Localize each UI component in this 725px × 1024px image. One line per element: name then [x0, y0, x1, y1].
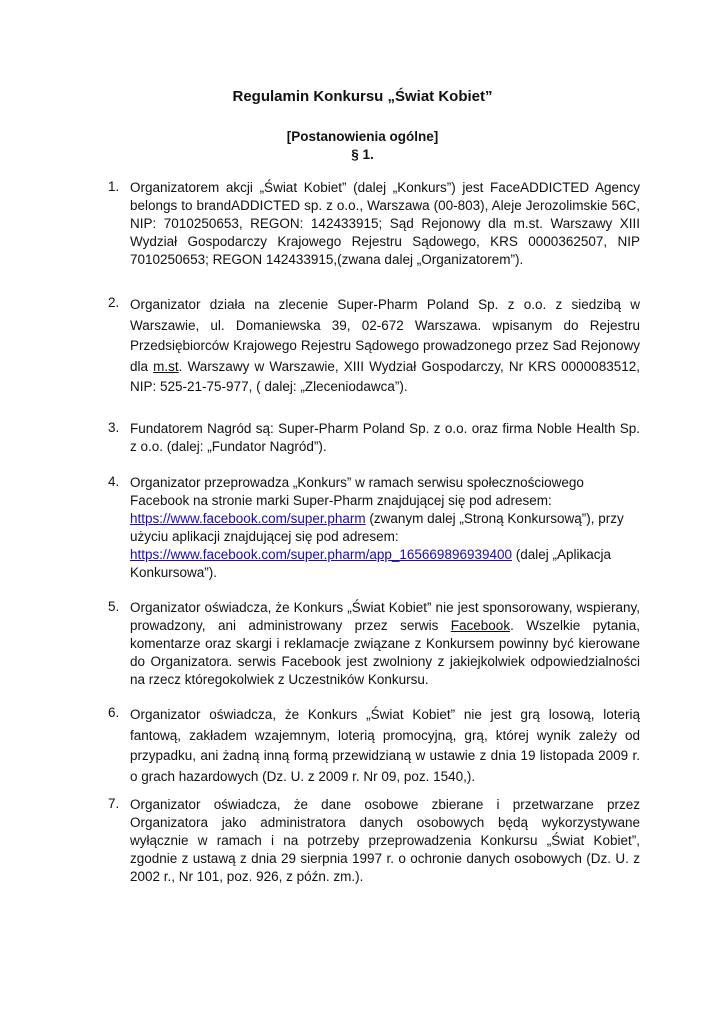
item-text: Organizatorem akcji „Świat Kobiet” (dalej „Konkurs”) jest FaceADDICTED Agency belongs to brandADDICTED sp. z o.o., Warszawa (00-803), Aleje Jerozolimskie 56C, NIP: 7010250653, REGON: 142433915; Sąd Rejonowy dla m.st. Warszawy XIII Wydział Gospodarczy Krajowego Rejestru Sądowego, KRS 0000362507, NIP 7010250653; REGON 142433915,(zwana dalej „Organizatorem”). [130, 180, 640, 267]
item-text-part: Organizator przeprowadza „Konkurs” w ramach serwisu społecznościowego Facebook na stronie marki Super-Pharm znajdującej się pod adresem: [130, 475, 584, 508]
item-text: Organizator oświadcza, że Konkurs „Świat Kobiet” nie jest grą losową, loterią fantową, zakładem wzajemnym, loterią promocyjną, grą, której wynik zależy od przypadku, ani żadną inną formą przewidzianą w ustawie z dnia 19 listopada 2009 r. o grach hazardowych (Dz. U. z 2009 r. Nr 09, poz. 1540,). [130, 707, 640, 784]
item-text-part: Organizator oświadcza, że Konkurs „Świat Kobiet” nie jest sponsorowany, wspierany, prowadzony, ani administrowany przez serwis [130, 600, 640, 633]
underlined-term: Facebook [450, 618, 511, 633]
item-text [130, 599, 640, 689]
item-text [130, 474, 640, 582]
item-text: Fundatorem Nagród są: Super-Pharm Poland Sp. z o.o. oraz firma Noble Health Sp. z o.o. (dalej: „Fundator Nagród”). [130, 421, 640, 454]
item-number: 1. [108, 179, 120, 194]
document-title: Regulamin Konkursu „Świat Kobiet” [232, 88, 493, 105]
section-header [0, 128, 725, 164]
item-number: 7. [108, 796, 120, 811]
item-text: Organizator oświadcza, że dane osobowe zbierane i przetwarzane przez Organizatora jako administratora danych osobowych będą wykorzystywane wyłącznie w ramach i na potrzeby przeprowadzenia Konkursu „Świat Kobiet”, zgodnie z ustawą z dnia 29 sierpnia 1997 r. o ochronie danych osobowych (Dz. U. z 2002 r., Nr 101, poz. 926, z późn. zm.). [130, 797, 640, 884]
item-text-part: . Warszawy w Warszawie, XIII Wydział Gospodarczy, Nr KRS 0000083512, NIP: 525-21-75-977, ( dalej: „Zleceniodawca”). [130, 358, 640, 394]
facebook-app-link[interactable]: https://www.facebook.com/super.pharm/app_165669896939400 [130, 547, 513, 562]
item-text-part: (dalej „Aplikacja Konkursowa”). [130, 547, 612, 580]
item-number: 5. [108, 599, 120, 614]
item-number: 2. [108, 295, 120, 310]
item-text [130, 295, 640, 398]
item-text-part: Organizator działa na zlecenie Super-Pharm Poland Sp. z o.o. z siedzibą w Warszawie, ul. Domaniewska 39, 02-672 Warszawa. wpisanym do Rejestru Przedsiębiorców Krajowego Rejestru Sądowego prowadzonego przez Sad Rejonowy dla [130, 297, 640, 374]
item-number: 4. [108, 474, 120, 489]
underlined-term: m.st [153, 358, 179, 374]
item-number: 3. [108, 420, 120, 435]
section-paragraph-number: § 1. [351, 147, 374, 162]
facebook-page-link[interactable]: https://www.facebook.com/super.pharm [130, 511, 366, 526]
item-number: 6. [108, 705, 120, 720]
section-heading: [Postanowienia ogólne] [286, 129, 439, 144]
item-text-part: (zwanym dalej „Stroną Konkursową”), przy użyciu aplikacji znajdującej się pod adresem: [130, 511, 624, 544]
item-text-part: . Wszelkie pytania, komentarze oraz skargi i reklamacje związane z Konkursem powinny być kierowane do Organizatora. serwis Facebook jest zwolniony z jakiejkolwiek odpowiedzialności na rzecz któregokolwiek z Uczestników Konkursu. [130, 618, 640, 687]
